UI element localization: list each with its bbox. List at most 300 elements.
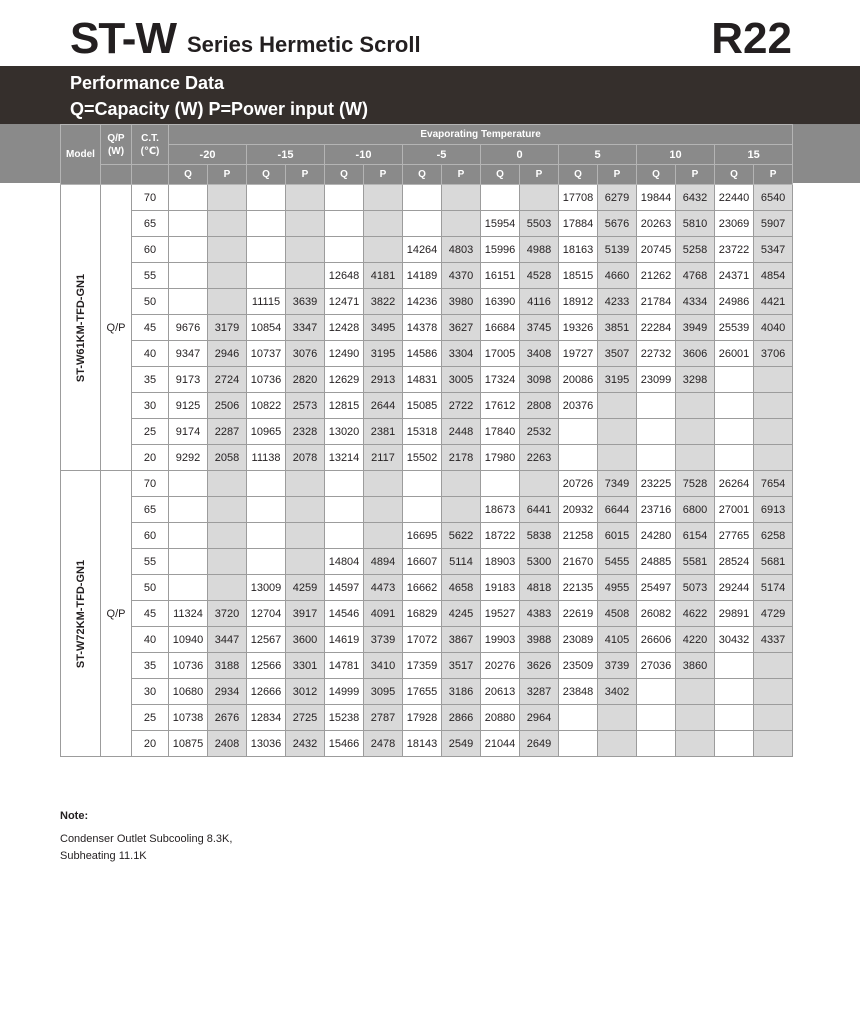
- capacity-cell: [403, 497, 442, 523]
- power-cell: 3626: [520, 653, 559, 679]
- power-cell: 4818: [520, 575, 559, 601]
- capacity-cell: 12471: [325, 289, 364, 315]
- table-row: [61, 471, 793, 497]
- power-cell: 3408: [520, 341, 559, 367]
- power-cell: 3095: [364, 679, 403, 705]
- power-cell: 2178: [442, 445, 481, 471]
- capacity-cell: 23509: [559, 653, 598, 679]
- capacity-cell: 22440: [715, 185, 754, 211]
- capacity-cell: 20745: [637, 237, 676, 263]
- capacity-cell: [637, 679, 676, 705]
- power-cell: [598, 731, 637, 757]
- capacity-cell: 23089: [559, 627, 598, 653]
- power-cell: 2263: [520, 445, 559, 471]
- capacity-cell: 24885: [637, 549, 676, 575]
- power-cell: [442, 185, 481, 211]
- power-cell: 4091: [364, 601, 403, 627]
- power-cell: 5622: [442, 523, 481, 549]
- capacity-cell: [637, 445, 676, 471]
- power-cell: 3410: [364, 653, 403, 679]
- power-cell: 3287: [520, 679, 559, 705]
- power-cell: [208, 289, 247, 315]
- capacity-cell: 23099: [637, 367, 676, 393]
- power-cell: [676, 705, 715, 731]
- ct-cell: 30: [132, 679, 169, 705]
- capacity-cell: 11115: [247, 289, 286, 315]
- power-cell: 3304: [442, 341, 481, 367]
- power-cell: [598, 419, 637, 445]
- capacity-cell: [325, 471, 364, 497]
- capacity-cell: 19527: [481, 601, 520, 627]
- power-cell: [364, 471, 403, 497]
- table-row: [61, 575, 793, 601]
- power-cell: 6279: [598, 185, 637, 211]
- power-cell: 3739: [598, 653, 637, 679]
- sub-header-p: P: [676, 165, 715, 185]
- power-cell: 5258: [676, 237, 715, 263]
- power-cell: [286, 523, 325, 549]
- capacity-cell: 9125: [169, 393, 208, 419]
- power-cell: [442, 211, 481, 237]
- capacity-cell: [715, 705, 754, 731]
- power-cell: 4528: [520, 263, 559, 289]
- power-cell: 4988: [520, 237, 559, 263]
- power-cell: 2722: [442, 393, 481, 419]
- power-cell: [676, 393, 715, 419]
- sub-header-q: Q: [715, 165, 754, 185]
- capacity-cell: 20932: [559, 497, 598, 523]
- power-cell: 5300: [520, 549, 559, 575]
- capacity-cell: [325, 237, 364, 263]
- power-cell: 4658: [442, 575, 481, 601]
- capacity-cell: 12815: [325, 393, 364, 419]
- capacity-cell: 13214: [325, 445, 364, 471]
- capacity-cell: 16829: [403, 601, 442, 627]
- capacity-cell: 16607: [403, 549, 442, 575]
- table-row: [61, 523, 793, 549]
- power-cell: 2381: [364, 419, 403, 445]
- table-row: [61, 705, 793, 731]
- power-cell: 3076: [286, 341, 325, 367]
- power-cell: 3012: [286, 679, 325, 705]
- evap-temp-col: -10: [325, 145, 403, 165]
- capacity-cell: 17324: [481, 367, 520, 393]
- power-cell: 4622: [676, 601, 715, 627]
- table-row: [61, 315, 793, 341]
- col-qp-line2: (W): [107, 145, 125, 157]
- capacity-cell: 19903: [481, 627, 520, 653]
- power-cell: 5139: [598, 237, 637, 263]
- capacity-cell: 24280: [637, 523, 676, 549]
- capacity-cell: 15085: [403, 393, 442, 419]
- power-cell: 3988: [520, 627, 559, 653]
- power-cell: 4803: [442, 237, 481, 263]
- ct-cell: 60: [132, 523, 169, 549]
- power-cell: [208, 523, 247, 549]
- power-cell: 3980: [442, 289, 481, 315]
- capacity-cell: 17005: [481, 341, 520, 367]
- capacity-cell: 16662: [403, 575, 442, 601]
- power-cell: [754, 653, 793, 679]
- ct-cell: 50: [132, 575, 169, 601]
- evap-temp-col: 0: [481, 145, 559, 165]
- note-line-2: Subheating 11.1K: [60, 850, 147, 862]
- power-cell: 3822: [364, 289, 403, 315]
- power-cell: 2676: [208, 705, 247, 731]
- capacity-cell: 26001: [715, 341, 754, 367]
- capacity-cell: 20263: [637, 211, 676, 237]
- evap-temp-col: 10: [637, 145, 715, 165]
- capacity-cell: 18673: [481, 497, 520, 523]
- power-cell: [364, 237, 403, 263]
- power-cell: 4181: [364, 263, 403, 289]
- capacity-cell: [325, 185, 364, 211]
- power-cell: 3347: [286, 315, 325, 341]
- capacity-cell: 10680: [169, 679, 208, 705]
- power-cell: 4383: [520, 601, 559, 627]
- power-cell: 4245: [442, 601, 481, 627]
- capacity-cell: [715, 679, 754, 705]
- power-cell: 4334: [676, 289, 715, 315]
- capacity-cell: [559, 419, 598, 445]
- capacity-cell: 12629: [325, 367, 364, 393]
- power-cell: 4259: [286, 575, 325, 601]
- capacity-cell: 14264: [403, 237, 442, 263]
- power-cell: 6644: [598, 497, 637, 523]
- power-cell: 3867: [442, 627, 481, 653]
- table-row: [61, 601, 793, 627]
- capacity-cell: [481, 185, 520, 211]
- capacity-cell: 15954: [481, 211, 520, 237]
- capacity-cell: 14804: [325, 549, 364, 575]
- capacity-cell: 22732: [637, 341, 676, 367]
- table-row: [61, 497, 793, 523]
- power-cell: 4421: [754, 289, 793, 315]
- power-cell: 2078: [286, 445, 325, 471]
- col-qp-line1: Q/P: [107, 132, 125, 144]
- capacity-cell: 16695: [403, 523, 442, 549]
- power-cell: [676, 419, 715, 445]
- sub-header-q: Q: [325, 165, 364, 185]
- col-qp-header: [101, 125, 132, 165]
- capacity-cell: 16151: [481, 263, 520, 289]
- sub-header-q: Q: [481, 165, 520, 185]
- qp-spacer: [101, 165, 132, 185]
- power-cell: [442, 471, 481, 497]
- power-cell: [754, 367, 793, 393]
- power-cell: [598, 445, 637, 471]
- capacity-cell: 18912: [559, 289, 598, 315]
- capacity-cell: 12428: [325, 315, 364, 341]
- capacity-cell: [637, 393, 676, 419]
- power-cell: 2478: [364, 731, 403, 757]
- table-row: [61, 419, 793, 445]
- capacity-cell: 10738: [169, 705, 208, 731]
- capacity-cell: 10875: [169, 731, 208, 757]
- capacity-cell: 17708: [559, 185, 598, 211]
- capacity-cell: [247, 471, 286, 497]
- capacity-cell: 20880: [481, 705, 520, 731]
- ct-cell: 35: [132, 653, 169, 679]
- power-cell: [598, 705, 637, 731]
- capacity-cell: 17612: [481, 393, 520, 419]
- ct-cell: 20: [132, 445, 169, 471]
- power-cell: 4233: [598, 289, 637, 315]
- capacity-cell: 10736: [169, 653, 208, 679]
- capacity-cell: [325, 497, 364, 523]
- capacity-cell: 18903: [481, 549, 520, 575]
- capacity-cell: 10965: [247, 419, 286, 445]
- power-cell: 4854: [754, 263, 793, 289]
- capacity-cell: [637, 705, 676, 731]
- ct-cell: 25: [132, 419, 169, 445]
- power-cell: [208, 549, 247, 575]
- power-cell: 3706: [754, 341, 793, 367]
- power-cell: 3720: [208, 601, 247, 627]
- power-cell: 5347: [754, 237, 793, 263]
- capacity-cell: 18722: [481, 523, 520, 549]
- series-code: ST-W: [70, 14, 176, 63]
- power-cell: 4116: [520, 289, 559, 315]
- capacity-cell: [247, 497, 286, 523]
- capacity-cell: [169, 549, 208, 575]
- capacity-cell: 21670: [559, 549, 598, 575]
- capacity-cell: 17655: [403, 679, 442, 705]
- capacity-cell: 20613: [481, 679, 520, 705]
- capacity-cell: [247, 263, 286, 289]
- capacity-cell: 25539: [715, 315, 754, 341]
- table-row: [61, 341, 793, 367]
- capacity-cell: 14236: [403, 289, 442, 315]
- evap-temp-col: -20: [169, 145, 247, 165]
- capacity-cell: [325, 211, 364, 237]
- power-cell: 2724: [208, 367, 247, 393]
- capacity-cell: 14831: [403, 367, 442, 393]
- capacity-cell: [559, 705, 598, 731]
- power-cell: 5073: [676, 575, 715, 601]
- capacity-cell: 26606: [637, 627, 676, 653]
- power-cell: [520, 185, 559, 211]
- power-cell: [364, 211, 403, 237]
- capacity-cell: 27036: [637, 653, 676, 679]
- capacity-cell: 14619: [325, 627, 364, 653]
- capacity-cell: 27765: [715, 523, 754, 549]
- power-cell: [208, 237, 247, 263]
- col-ct-header: [132, 125, 169, 165]
- power-cell: [208, 211, 247, 237]
- sub-header-q: Q: [637, 165, 676, 185]
- capacity-cell: 21262: [637, 263, 676, 289]
- capacity-cell: 12666: [247, 679, 286, 705]
- ct-cell: 35: [132, 367, 169, 393]
- capacity-cell: 12834: [247, 705, 286, 731]
- capacity-cell: 13009: [247, 575, 286, 601]
- power-cell: [208, 263, 247, 289]
- capacity-cell: 15502: [403, 445, 442, 471]
- power-cell: 4660: [598, 263, 637, 289]
- power-cell: 3402: [598, 679, 637, 705]
- capacity-cell: [247, 523, 286, 549]
- table-row: [61, 653, 793, 679]
- power-cell: 6441: [520, 497, 559, 523]
- sub-header-p: P: [598, 165, 637, 185]
- power-cell: [676, 445, 715, 471]
- power-cell: 7528: [676, 471, 715, 497]
- ct-cell: 70: [132, 471, 169, 497]
- model-name: ST-W72KM-TFD-GN1: [74, 559, 87, 668]
- capacity-cell: [481, 471, 520, 497]
- capacity-cell: 21784: [637, 289, 676, 315]
- capacity-cell: [247, 237, 286, 263]
- performance-table: [60, 124, 793, 757]
- ct-cell: 70: [132, 185, 169, 211]
- power-cell: 3606: [676, 341, 715, 367]
- power-cell: [364, 523, 403, 549]
- sub-header-q: Q: [403, 165, 442, 185]
- capacity-cell: 9174: [169, 419, 208, 445]
- capacity-cell: 20086: [559, 367, 598, 393]
- power-cell: [286, 211, 325, 237]
- capacity-cell: 10854: [247, 315, 286, 341]
- power-cell: 5810: [676, 211, 715, 237]
- capacity-cell: 14586: [403, 341, 442, 367]
- power-cell: [754, 445, 793, 471]
- power-cell: 3495: [364, 315, 403, 341]
- power-cell: 5503: [520, 211, 559, 237]
- power-cell: 2934: [208, 679, 247, 705]
- power-cell: 4105: [598, 627, 637, 653]
- power-cell: [520, 471, 559, 497]
- capacity-cell: [169, 497, 208, 523]
- power-cell: 2058: [208, 445, 247, 471]
- power-cell: [754, 393, 793, 419]
- table-row: [61, 627, 793, 653]
- capacity-cell: 15996: [481, 237, 520, 263]
- power-cell: [208, 575, 247, 601]
- ct-cell: 50: [132, 289, 169, 315]
- power-cell: 5681: [754, 549, 793, 575]
- power-cell: [286, 471, 325, 497]
- capacity-cell: 17072: [403, 627, 442, 653]
- table-row: [61, 289, 793, 315]
- series-name: Series Hermetic Scroll: [187, 32, 421, 57]
- power-cell: 2506: [208, 393, 247, 419]
- capacity-cell: 22619: [559, 601, 598, 627]
- power-cell: 2649: [520, 731, 559, 757]
- power-cell: 2549: [442, 731, 481, 757]
- capacity-cell: 10737: [247, 341, 286, 367]
- power-cell: 5114: [442, 549, 481, 575]
- capacity-cell: [715, 367, 754, 393]
- power-cell: 3179: [208, 315, 247, 341]
- capacity-cell: 12567: [247, 627, 286, 653]
- table-row: [61, 445, 793, 471]
- capacity-cell: 12490: [325, 341, 364, 367]
- ct-cell: 65: [132, 211, 169, 237]
- capacity-cell: [403, 211, 442, 237]
- power-cell: 3851: [598, 315, 637, 341]
- power-cell: 2432: [286, 731, 325, 757]
- capacity-cell: 15238: [325, 705, 364, 731]
- capacity-cell: 15318: [403, 419, 442, 445]
- sub-header-p: P: [286, 165, 325, 185]
- power-cell: 3739: [364, 627, 403, 653]
- capacity-cell: [715, 445, 754, 471]
- power-cell: 3917: [286, 601, 325, 627]
- qp-label-cell: Q/P: [101, 471, 132, 757]
- capacity-cell: 23069: [715, 211, 754, 237]
- capacity-cell: 17884: [559, 211, 598, 237]
- ct-cell: 40: [132, 627, 169, 653]
- ct-cell: 65: [132, 497, 169, 523]
- power-cell: 6800: [676, 497, 715, 523]
- evap-temp-col: -5: [403, 145, 481, 165]
- qp-label-cell: Q/P: [101, 185, 132, 471]
- power-cell: 5907: [754, 211, 793, 237]
- sub-header-q: Q: [169, 165, 208, 185]
- capacity-cell: [715, 731, 754, 757]
- table-row: [61, 211, 793, 237]
- power-cell: 6432: [676, 185, 715, 211]
- power-cell: 3301: [286, 653, 325, 679]
- capacity-cell: 9292: [169, 445, 208, 471]
- capacity-cell: 21258: [559, 523, 598, 549]
- power-cell: [286, 263, 325, 289]
- performance-banner: [0, 66, 860, 124]
- note-line-1: Condenser Outlet Subcooling 8.3K,: [60, 833, 233, 845]
- capacity-cell: 23848: [559, 679, 598, 705]
- col-ct-line1: C.T.: [141, 132, 159, 144]
- capacity-cell: 29244: [715, 575, 754, 601]
- table-row: [61, 185, 793, 211]
- sub-header-p: P: [520, 165, 559, 185]
- capacity-cell: 29891: [715, 601, 754, 627]
- banner-title: Performance Data: [70, 73, 225, 93]
- ct-cell: 25: [132, 705, 169, 731]
- power-cell: [754, 679, 793, 705]
- capacity-cell: 19727: [559, 341, 598, 367]
- sub-header-p: P: [208, 165, 247, 185]
- capacity-cell: 22284: [637, 315, 676, 341]
- header-row-2: [61, 145, 793, 165]
- capacity-cell: 11138: [247, 445, 286, 471]
- capacity-cell: [325, 523, 364, 549]
- power-cell: 3298: [676, 367, 715, 393]
- capacity-cell: [715, 419, 754, 445]
- power-cell: [286, 185, 325, 211]
- capacity-cell: 24371: [715, 263, 754, 289]
- capacity-cell: 18515: [559, 263, 598, 289]
- table-row: [61, 549, 793, 575]
- capacity-cell: 17840: [481, 419, 520, 445]
- power-cell: 3860: [676, 653, 715, 679]
- capacity-cell: 16684: [481, 315, 520, 341]
- sub-header-q: Q: [559, 165, 598, 185]
- capacity-cell: 12704: [247, 601, 286, 627]
- power-cell: 3186: [442, 679, 481, 705]
- capacity-cell: 18143: [403, 731, 442, 757]
- power-cell: 4040: [754, 315, 793, 341]
- capacity-cell: [559, 445, 598, 471]
- capacity-cell: 13020: [325, 419, 364, 445]
- power-cell: 4729: [754, 601, 793, 627]
- capacity-cell: [169, 263, 208, 289]
- power-cell: 4508: [598, 601, 637, 627]
- capacity-cell: 13036: [247, 731, 286, 757]
- capacity-cell: 25497: [637, 575, 676, 601]
- capacity-cell: 18163: [559, 237, 598, 263]
- power-cell: 2328: [286, 419, 325, 445]
